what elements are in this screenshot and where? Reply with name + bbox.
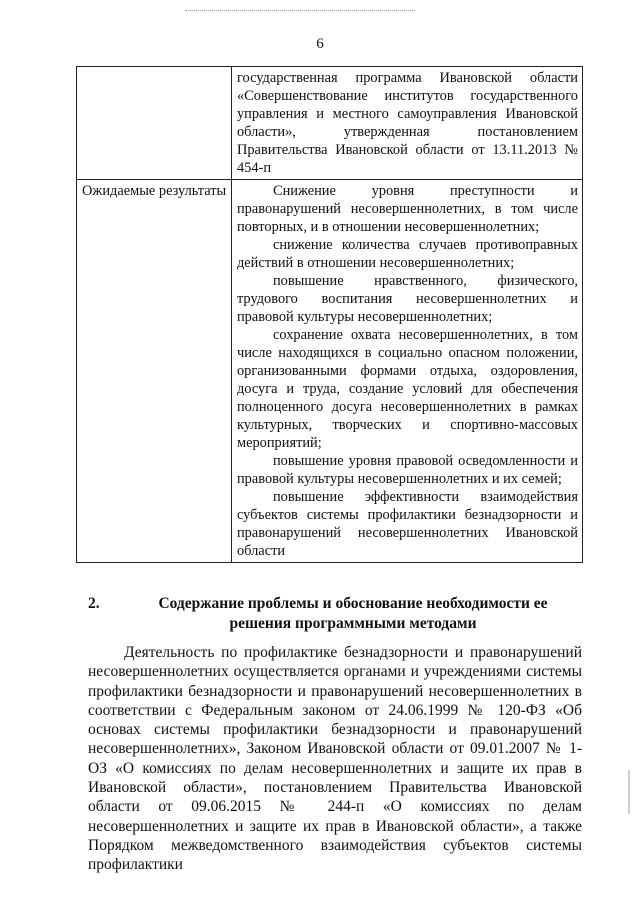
page-number: 6 — [316, 36, 324, 52]
result-item-2: снижение количества случаев противоправных действий в отношении несовершеннолетних; — [236, 237, 578, 271]
result-item-4: сохранение охвата несовершеннолетних, в том числе находящихся в социально опасном положении, организованными формами отдыха, оздоровления, досуга и труда, создание условий для обеспечения полноценного досуга несовершеннолетних в рамках культурных, творческих и спортивно-массовых мероприятий; — [236, 327, 578, 451]
result-item-3: повышение нравственного, физического, трудового воспитания несовершеннолетних и правовой культуры несовершеннолетних; — [236, 273, 578, 325]
scan-artifact-edge — [628, 770, 630, 814]
table-row — [77, 67, 583, 180]
row1-label — [77, 67, 232, 180]
program-reference-text: государственная программа Ивановской области «Совершенствование институтов государственного управления и местного самоуправления Ивановской области», утвержденная постановлением Правительства Ивановской области от 13.11.2013 № 454-п — [236, 70, 578, 176]
row1-text-cell — [231, 67, 582, 180]
table-row — [77, 180, 583, 563]
scan-artifact-top — [185, 10, 415, 14]
section-heading — [88, 594, 580, 634]
expected-results-cell — [231, 180, 582, 563]
section-title: Содержание проблемы и обоснование необходимости ее решения программными методами — [158, 595, 548, 632]
result-item-6: повышение эффективности взаимодействия субъектов системы профилактики безнадзорности и правонарушений несовершеннолетних Ивановской области — [236, 489, 578, 559]
result-item-5: повышение уровня правовой осведомленности и правовой культуры несовершеннолетних и их семей; — [236, 453, 578, 487]
passport-table — [76, 66, 583, 563]
result-item-1: Снижение уровня преступности и правонарушений несовершеннолетних, в том числе повторных, и в отношении несовершеннолетних; — [236, 183, 578, 235]
section-body-paragraph: Деятельность по профилактике безнадзорности и правонарушений несовершеннолетних осуществляется органами и учреждениями системы профилактики безнадзорности и правонарушений несовершеннолетних в соответствии с Федеральным законом от 24.06.1999 № 120-ФЗ «Об основах системы профилактики безнадзорности и правонарушений несовершеннолетних», Законом Ивановской области от 09.01.2007 № 1-ОЗ «О комиссиях по делам несовершеннолетних и защите их прав в Ивановской области», постановлением Правительства Ивановской области от 09.06.2015 № 244-п «О комиссиях по делам несовершеннолетних и защите их прав в Ивановской области», а также Порядком межведомственного взаимодействия субъектов системы профилактики — [88, 644, 582, 874]
section-number: 2. — [88, 595, 100, 612]
expected-results-label: Ожидаемые результаты — [77, 180, 232, 563]
